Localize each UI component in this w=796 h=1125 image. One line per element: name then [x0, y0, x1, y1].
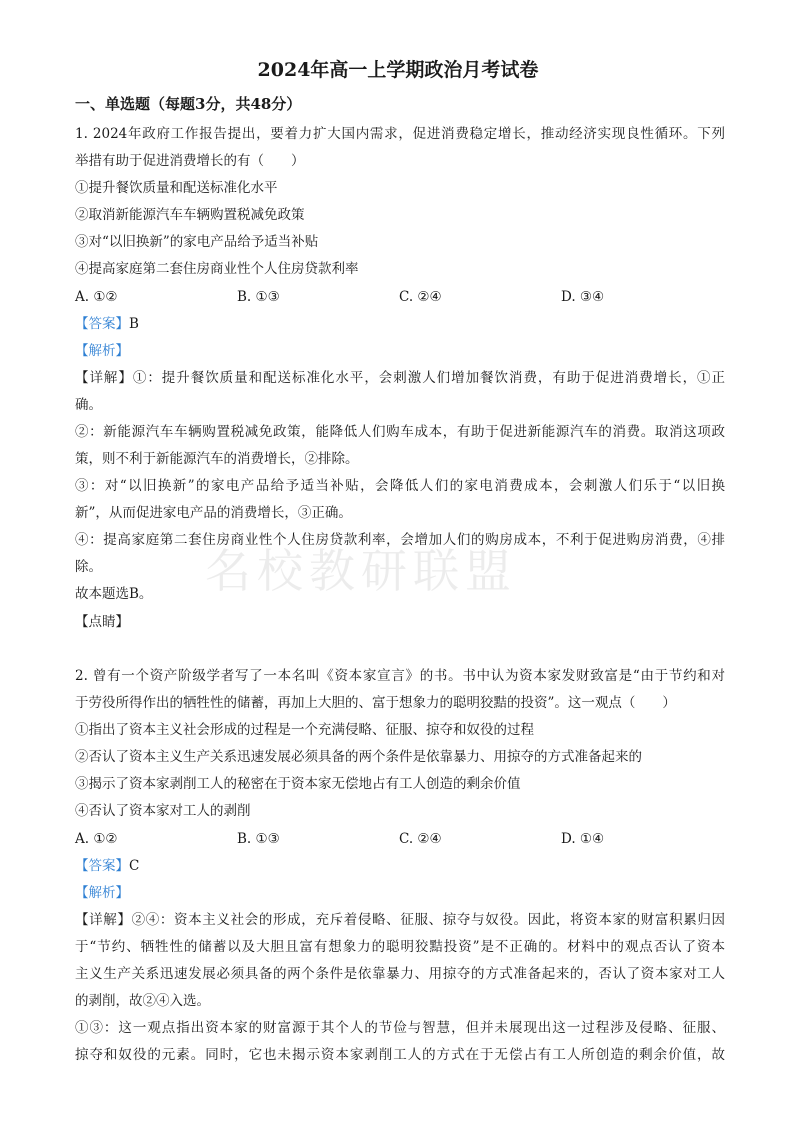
- q1-option-c: C. ②④: [399, 289, 442, 305]
- q1-detail-line-5: ③：对“以旧换新”的家电产品给予适当补贴，会降低人们的家电消费成本，会刺激人们乐于“以旧换: [75, 478, 725, 494]
- q2-item-2: ②否认了资本主义生产关系迅速发展必须具备的两个条件是依靠暴力、用掠夺的方式准备起来的: [75, 749, 642, 765]
- q2-analysis-tag: 【解析】: [75, 885, 129, 901]
- q2-item-3: ③揭示了资本家剥削工人的秘密在于资本家无偿地占有工人创造的剩余价值: [75, 776, 521, 792]
- q2-option-c: C. ②④: [399, 831, 442, 847]
- q1-stem-line-2: 举措有助于促进消费增长的有（ ）: [75, 153, 305, 169]
- q2-item-1: ①指出了资本主义社会形成的过程是一个充满侵略、征服、掠夺和奴役的过程: [75, 722, 534, 738]
- q2-detail-tag: 【详解】: [75, 912, 132, 928]
- q2-detail-text-1: ②④：资本主义社会的形成，充斥着侵略、征服、掠夺与奴役。因此，将资本家的财富积累归因: [131, 912, 725, 928]
- q1-detail-line-6: 新”，从而促进家电产品的消费增长，③正确。: [75, 505, 352, 521]
- q2-stem-line-1: 2. 曾有一个资产阶级学者写了一本名叫《资本家宣言》的书。书中认为资本家发财致富是“由于节约和对: [75, 668, 725, 684]
- q1-detail-line-9: 故本题选B。: [75, 586, 153, 602]
- q1-option-a: A. ①②: [75, 289, 118, 305]
- section-heading: 一、单选题（每题3分，共48分）: [75, 95, 302, 113]
- q1-answer: B: [129, 316, 139, 332]
- q1-answer-tag: 【答案】: [75, 316, 129, 332]
- q2-detail-line-5: ①③：这一观点指出资本家的财富源于其个人的节俭与智慧，但并未展现出这一过程涉及侵略、征服、: [75, 1020, 725, 1036]
- q1-item-3: ③对“以旧换新”的家电产品给予适当补贴: [75, 234, 319, 250]
- q1-item-2: ②取消新能源汽车车辆购置税减免政策: [75, 207, 305, 223]
- q1-detail-line-1: [75, 368, 725, 388]
- q2-item-4: ④否认了资本家对工人的剥削: [75, 803, 251, 819]
- q2-detail-line-3: 主义生产关系迅速发展必须具备的两个条件是依靠暴力、用掠夺的方式准备起来的，否认了资本家对工人: [75, 966, 725, 982]
- q2-option-b: B. ①③: [237, 831, 280, 847]
- q2-stem-line-2: 于劳役所得作出的牺牲性的储蓄，再加上大胆的、富于想象力的聪明狡黠的投资”。这一观点（ ）: [75, 695, 676, 711]
- watermark: 名校教研联盟: [205, 544, 517, 598]
- q1-detail-text-1: ①：提升餐饮质量和配送标准化水平，会刺激人们增加餐饮消费，有助于促进消费增长，①正: [132, 370, 726, 386]
- q1-detail-line-4: 策，则不利于新能源汽车的消费增长，②排除。: [75, 451, 359, 467]
- q2-answer: C: [129, 858, 140, 874]
- q2-answer-tag: 【答案】: [75, 858, 129, 874]
- q2-detail-line-1: [75, 910, 725, 930]
- q1-item-4: ④提高家庭第二套住房商业性个人住房贷款利率: [75, 261, 359, 277]
- q1-detail-line-7: ④：提高家庭第二套住房商业性个人住房贷款利率，会增加人们的购房成本，不利于促进购房消费，④排: [75, 532, 725, 548]
- q1-detail-tag: 【详解】: [75, 370, 133, 386]
- q2-answer-row: [75, 856, 725, 876]
- q1-analysis-tag: 【解析】: [75, 343, 129, 359]
- q2-detail-line-2: 于“节约、牺牲性的储蓄以及大胆且富有想象力的聪明狡黠投资”是不正确的。材料中的观点否认了资本: [75, 939, 725, 955]
- q1-option-b: B. ①③: [237, 289, 280, 305]
- q1-item-1: ①提升餐饮质量和配送标准化水平: [75, 180, 278, 196]
- q1-stem-line-1: 1. 2024年政府工作报告提出，要着力扩大国内需求，促进消费稳定增长，推动经济实现良性循环。下列: [75, 126, 725, 142]
- q1-detail-line-8: 除。: [75, 559, 102, 575]
- q1-comment-tag: 【点睛】: [75, 614, 129, 630]
- q1-detail-line-2: 确。: [75, 397, 102, 413]
- q2-option-a: A. ①②: [75, 831, 118, 847]
- page-title: 2024年高一上学期政治月考试卷: [257, 59, 539, 81]
- q1-option-d: D. ③④: [561, 289, 605, 305]
- q1-detail-line-3: ②：新能源汽车车辆购置税减免政策，能降低人们购车成本，有助于促进新能源汽车的消费。取消这项政: [75, 424, 725, 440]
- q1-answer-row: [75, 314, 725, 334]
- q2-detail-line-6: 掠夺和奴役的元素。同时，它也未揭示资本家剥削工人的方式在于无偿占有工人所创造的剩余价值，故: [75, 1047, 725, 1063]
- q2-detail-line-4: 的剥削，故②④入选。: [75, 993, 210, 1009]
- q2-option-d: D. ①④: [561, 831, 605, 847]
